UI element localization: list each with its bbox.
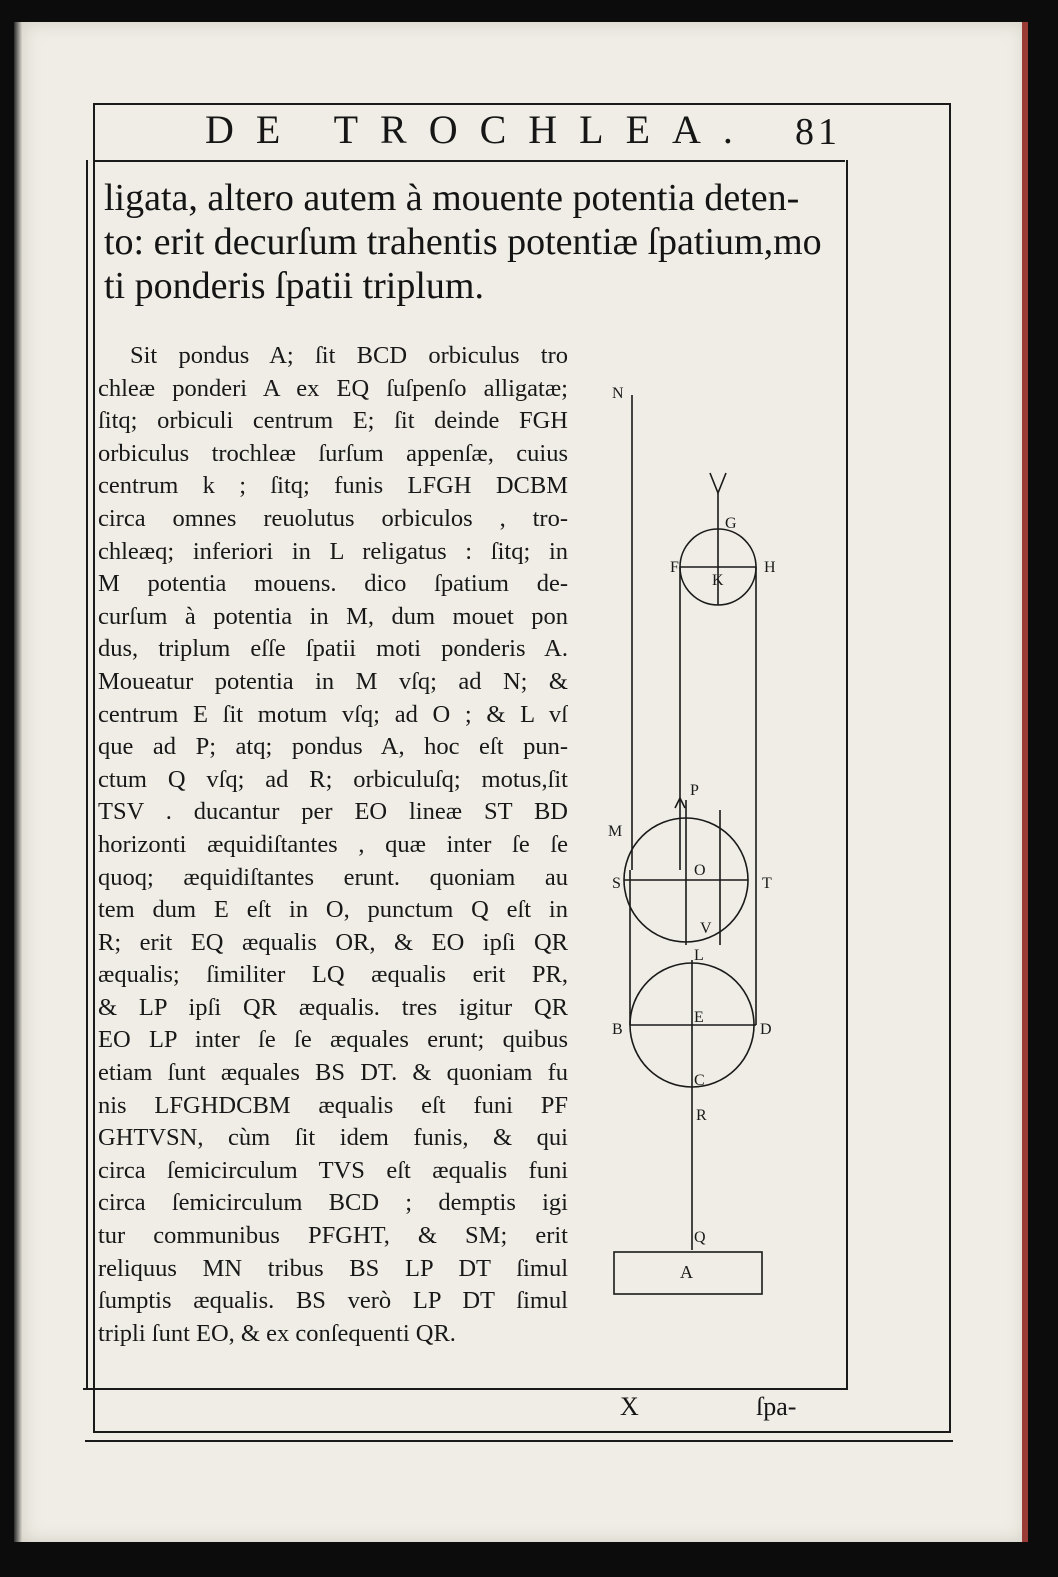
body-line: horizonti æquidiſtantes , quæ inter ſe ſe: [98, 830, 568, 858]
body-line: chleæ ponderi A ex EQ ſuſpenſo alligatæ;: [98, 374, 568, 402]
body-line: M potentia mouens. dico ſpatium de-: [98, 570, 568, 598]
pulley-diagram: [590, 370, 840, 1310]
body-line: etiam ſunt æquales BS DT. & quoniam fu: [98, 1059, 568, 1087]
label-c: C: [694, 1072, 705, 1089]
label-e: E: [694, 1009, 704, 1026]
body-line: EO LP inter ſe ſe æquales erunt; quibus: [98, 1026, 568, 1054]
outer-bottom-rule: [85, 1440, 953, 1442]
body-line: tur communibus PFGHT, & SM; erit: [98, 1222, 568, 1250]
label-f: F: [670, 559, 679, 576]
label-k: K: [712, 572, 724, 589]
body-line: tem dum E eſt in O, punctum Q eſt in: [98, 896, 568, 924]
label-q: Q: [694, 1229, 706, 1246]
body-line: que ad P; atq; pondus A, hoc eſt pun-: [98, 733, 568, 761]
proposition-statement: [104, 176, 844, 308]
label-m: M: [608, 823, 623, 840]
label-p: P: [690, 782, 699, 799]
catchword: ſpa-: [756, 1392, 797, 1421]
text-bottom-rule: [83, 1388, 848, 1390]
body-line: ſumptis æqualis. BS verò LP DT ſimul: [98, 1287, 568, 1315]
body-line: circa ſemicirculum BCD ; demptis igi: [98, 1189, 568, 1217]
body-line: dus, triplum eſſe ſpatii moti ponderis A.: [98, 635, 568, 663]
body-line: Moueatur potentia in M vſq; ad N; &: [98, 667, 568, 695]
body-line: orbiculus trochleæ ſurſum appenſæ, cuius: [98, 439, 568, 467]
lead-line: to: erit decurſum trahentis potentiæ ſpatium,mo: [104, 221, 822, 263]
hook-icon: [710, 473, 726, 493]
body-line: reliquus MN tribus BS LP DT ſimul: [98, 1254, 568, 1282]
label-n: N: [612, 385, 624, 402]
body-line: Sit pondus A; ſit BCD orbiculus tro: [130, 342, 568, 369]
body-line: circa ſemicirculum TVS eſt æqualis funi: [98, 1156, 568, 1184]
facing-page-edge: [14, 22, 22, 1542]
running-title: DE TROCHLEA.: [205, 107, 755, 152]
signature-mark: X: [620, 1392, 639, 1421]
label-g: G: [725, 515, 737, 532]
body-line: centrum k ; ſitq; funis LFGH DCBM: [98, 472, 568, 500]
body-line: centrum E ſit motum vſq; ad O ; & L vſ: [98, 700, 568, 728]
label-h: H: [764, 559, 776, 576]
label-a: A: [680, 1262, 693, 1282]
body-line: tripli ſunt EO, & ex conſequenti QR.: [98, 1319, 456, 1347]
body-line: R; erit EQ æqualis OR, & EO ipſi QR: [98, 928, 568, 956]
page-number: 81: [795, 111, 841, 153]
body-line: & LP ipſi QR æqualis. tres igitur QR: [98, 993, 568, 1021]
body-line: circa omnes reuolutus orbiculos , tro-: [98, 504, 568, 532]
label-b: B: [612, 1021, 623, 1038]
label-d: D: [760, 1021, 772, 1038]
lead-line: ti ponderis ſpatii triplum.: [104, 265, 484, 307]
body-line: curſum à potentia in M, dum mouet pon: [98, 602, 568, 630]
body-line: GHTVSN, cùm ſit idem funis, & qui: [98, 1124, 568, 1152]
label-r: R: [696, 1107, 707, 1124]
body-line: ſitq; orbiculi centrum E; ſit deinde FGH: [98, 407, 568, 435]
body-line: chleæq; inferiori in L religatus : ſitq; in: [98, 537, 568, 565]
label-o: O: [694, 862, 706, 879]
demonstration-text: [98, 340, 568, 1350]
lead-line: ligata, altero autem à mouente potentia deten-: [104, 177, 800, 219]
body-line: nis LFGHDCBM æqualis eſt funi PF: [98, 1091, 568, 1119]
label-t: T: [762, 875, 772, 892]
body-line: quoq; æquidiſtantes erunt. quoniam au: [98, 863, 568, 891]
label-s: S: [612, 875, 621, 892]
body-line: æqualis; ſimiliter LQ æqualis erit PR,: [98, 961, 568, 989]
label-l: L: [694, 947, 704, 964]
label-v: V: [700, 920, 712, 937]
page-edge-red: [1022, 22, 1028, 1542]
body-line: TSV . ducantur per EO lineæ ST BD: [98, 798, 568, 826]
body-line: ctum Q vſq; ad R; orbiculuſq; motus,ſit: [98, 765, 568, 793]
